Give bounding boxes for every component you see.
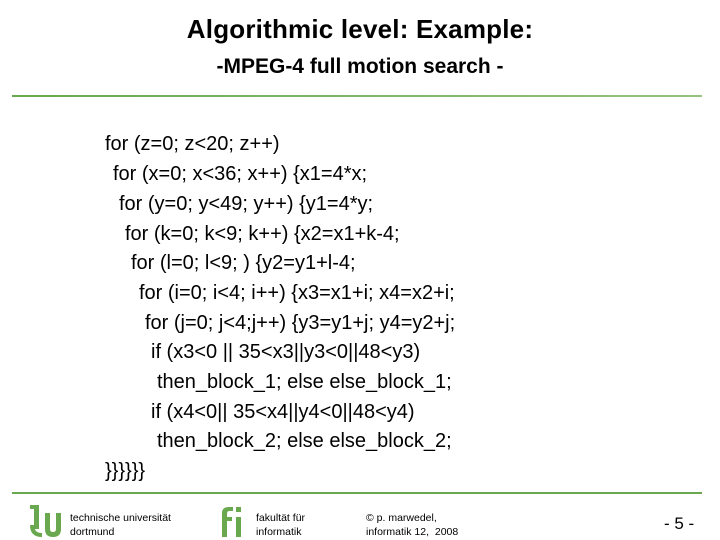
page-number: - 5 - (664, 514, 695, 533)
code-line: for (i=0; i<4; i++) {x3=x1+i; x4=x2+i; (139, 282, 455, 304)
university-city: dortmund (70, 526, 115, 538)
code-line: then_block_1; else else_block_1; (157, 371, 452, 393)
title-divider (12, 95, 702, 97)
code-line: then_block_2; else else_block_2; (157, 430, 452, 452)
code-line: if (x3<0 || 35<x3||y3<0||48<y3) (151, 341, 421, 363)
slide-subtitle: -MPEG-4 full motion search - (216, 55, 504, 78)
university-name: technische universität (70, 512, 171, 524)
code-line: }}}}}} (105, 460, 146, 482)
faculty-dept: informatik (256, 526, 302, 538)
copyright-year: informatik 12, 2008 (366, 526, 459, 538)
code-line: for (z=0; z<20; z++) (105, 133, 280, 155)
code-line: for (y=0; y<49; y++) {y1=4*y; (119, 193, 374, 215)
tu-logo-icon (30, 505, 64, 537)
code-line: for (j=0; j<4;j++) {y3=y1+j; y4=y2+j; (145, 312, 456, 334)
code-line: for (k=0; k<9; k++) {x2=x1+k-4; (125, 223, 400, 245)
code-line: for (l=0; l<9; ) {y2=y1+l-4; (131, 252, 356, 274)
fi-logo-icon (216, 505, 246, 537)
footer-divider (12, 492, 702, 494)
code-line: if (x4<0|| 35<x4||y4<0||48<y4) (151, 401, 415, 423)
faculty-name: fakultät für (256, 512, 306, 524)
code-line: for (x=0; x<36; x++) {x1=4*x; (113, 163, 368, 185)
slide-title: Algorithmic level: Example: (186, 14, 534, 44)
copyright-author: © p. marwedel, (366, 512, 437, 524)
